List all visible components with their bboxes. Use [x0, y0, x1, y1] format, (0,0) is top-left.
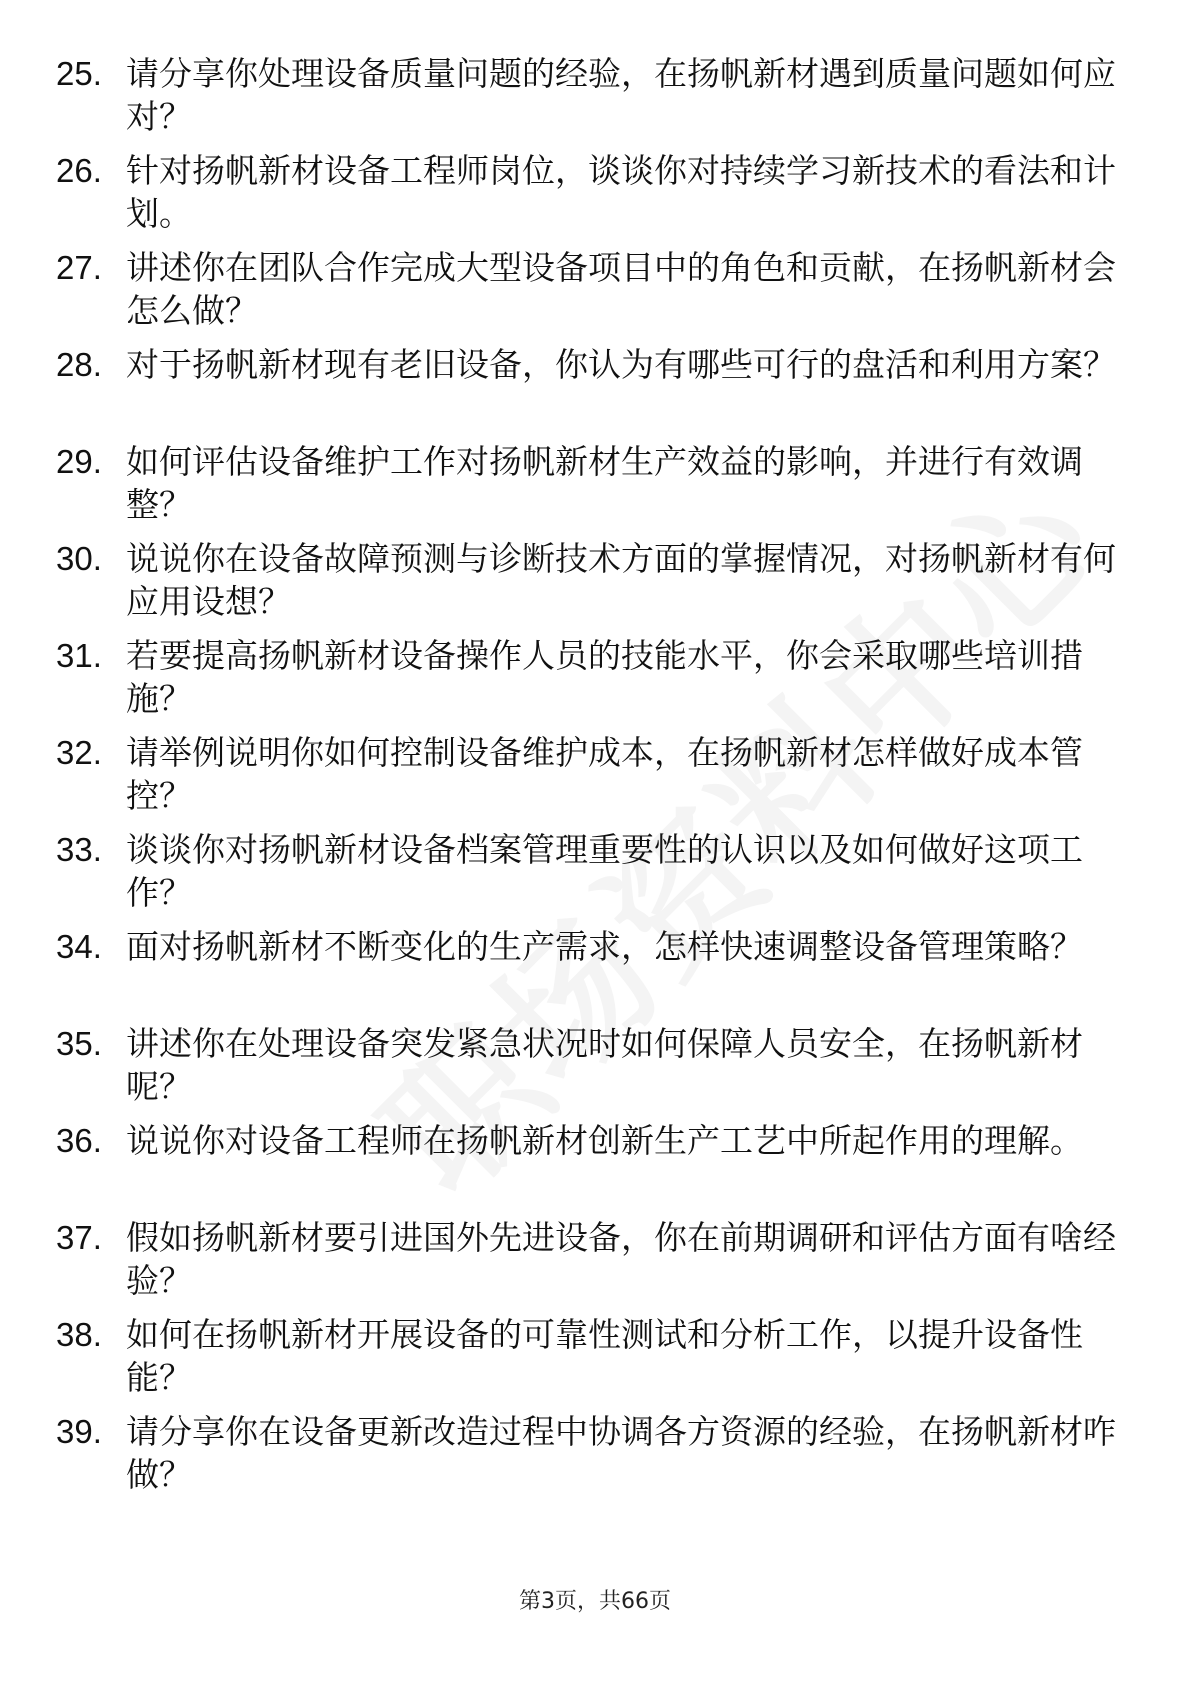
question-number: 37. — [56, 1219, 102, 1256]
question-number: 30. — [56, 540, 102, 577]
question-text: 如何评估设备维护工作对扬帆新材生产效益的影响，并进行有效调整？ — [126, 442, 1083, 524]
question-number: 29. — [56, 443, 102, 480]
question-text: 若要提高扬帆新材设备操作人员的技能水平，你会采取哪些培训措施？ — [126, 636, 1083, 718]
question-number: 32. — [56, 734, 102, 771]
question-item — [56, 440, 1116, 526]
question-number: 35. — [56, 1025, 102, 1062]
question-item — [56, 1022, 1116, 1108]
question-item — [56, 1119, 1116, 1205]
question-number: 34. — [56, 928, 102, 965]
question-item — [56, 537, 1116, 623]
question-text: 请分享你处理设备质量问题的经验，在扬帆新材遇到质量问题如何应对？ — [126, 54, 1116, 136]
question-item — [56, 149, 1116, 235]
question-number: 38. — [56, 1316, 102, 1353]
question-text: 说说你对设备工程师在扬帆新材创新生产工艺中所起作用的理解。 — [126, 1121, 1083, 1160]
question-number: 39. — [56, 1413, 102, 1450]
question-text: 讲述你在处理设备突发紧急状况时如何保障人员安全，在扬帆新材呢？ — [126, 1024, 1083, 1106]
question-text: 对于扬帆新材现有老旧设备，你认为有哪些可行的盘活和利用方案？ — [126, 345, 1116, 384]
question-number: 27. — [56, 249, 102, 286]
question-number: 33. — [56, 831, 102, 868]
question-item — [56, 1216, 1116, 1302]
question-item — [56, 246, 1116, 332]
question-text: 针对扬帆新材设备工程师岗位，谈谈你对持续学习新技术的看法和计划。 — [126, 151, 1116, 233]
question-item — [56, 925, 1116, 1011]
question-item — [56, 1410, 1116, 1496]
question-number: 28. — [56, 346, 102, 383]
question-item — [56, 1313, 1116, 1399]
page-number-footer: 第3页，共66页 — [519, 1589, 671, 1614]
question-text: 请分享你在设备更新改造过程中协调各方资源的经验，在扬帆新材咋做？ — [126, 1412, 1116, 1494]
question-text: 假如扬帆新材要引进国外先进设备，你在前期调研和评估方面有啥经验？ — [126, 1218, 1116, 1300]
question-text: 讲述你在团队合作完成大型设备项目中的角色和贡献，在扬帆新材会怎么做？ — [126, 248, 1116, 330]
question-number: 36. — [56, 1122, 102, 1159]
question-item — [56, 52, 1116, 138]
question-text: 请举例说明你如何控制设备维护成本，在扬帆新材怎样做好成本管控？ — [126, 733, 1083, 815]
question-text: 如何在扬帆新材开展设备的可靠性测试和分析工作，以提升设备性能？ — [126, 1315, 1083, 1397]
question-text: 说说你在设备故障预测与诊断技术方面的掌握情况，对扬帆新材有何应用设想？ — [126, 539, 1116, 621]
question-item — [56, 634, 1116, 720]
question-item — [56, 828, 1116, 914]
question-item — [56, 731, 1116, 817]
question-item — [56, 343, 1116, 429]
question-number: 26. — [56, 152, 102, 189]
question-text: 谈谈你对扬帆新材设备档案管理重要性的认识以及如何做好这项工作？ — [126, 830, 1083, 912]
question-number: 31. — [56, 637, 102, 674]
question-text: 面对扬帆新材不断变化的生产需求，怎样快速调整设备管理策略？ — [126, 927, 1083, 966]
question-list — [56, 52, 1116, 1507]
question-number: 25. — [56, 55, 102, 92]
